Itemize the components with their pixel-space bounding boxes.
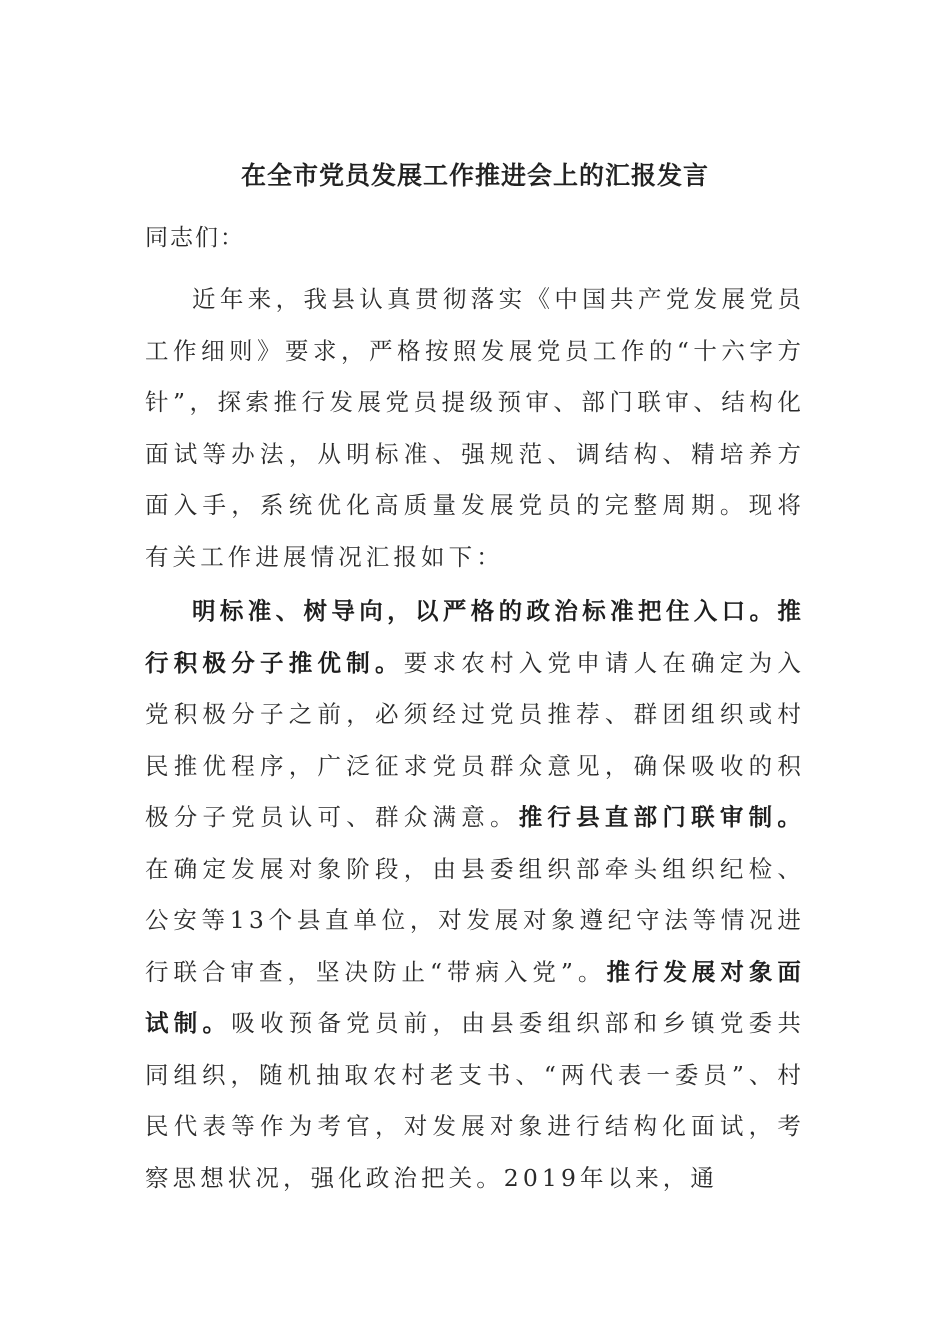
measure1-text: 要求农村入党申请人在确定为入党积极分子之前，必须经过党员推荐、群团组织或村民推优程序，广泛征求党员群众意见，确保吸收的积极分子党员认可、群众满意。 xyxy=(145,648,806,831)
measure2-title: 推行县直部门联审制。 xyxy=(518,803,805,831)
intro-paragraph: 近年来，我县认真贯彻落实《中国共产党发展党员工作细则》要求，严格按照发展党员工作的“十六字方针”，探索推行发展党员提级预审、部门联审、结构化面试等办法，从明标准、强规范、调结构、精培养方面入手，系统优化高质量发展党员的完整周期。现将有关工作进展情况汇报如下： xyxy=(145,285,805,571)
measure3-title: 推行发展对象面试制。 xyxy=(145,957,806,1037)
section1-heading: 明标准、树导向，以严格的政治标准把住入口。 xyxy=(192,597,778,625)
measure1-title: 推行积极分子推优制。 xyxy=(145,597,805,677)
section1-paragraph xyxy=(145,586,805,1204)
document-title: 在全市党员发展工作推进会上的汇报发言 xyxy=(240,161,709,190)
measure3-text: 吸收预备党员前，由县委组织部和乡镇党委共同组织，随机抽取农村老支书、“两代表一委员”、村民代表等作为考官，对发展对象进行结构化面试，考察思想状况，强化政治把关。2019年以来，通 xyxy=(145,1009,806,1192)
greeting: 同志们： xyxy=(145,225,245,251)
measure2-text: 在确定发展对象阶段，由县委组织部牵头组织纪检、公安等13个县直单位，对发展对象遵纪守法等情况进行联合审查，坚决防止“带病入党”。 xyxy=(145,854,805,986)
